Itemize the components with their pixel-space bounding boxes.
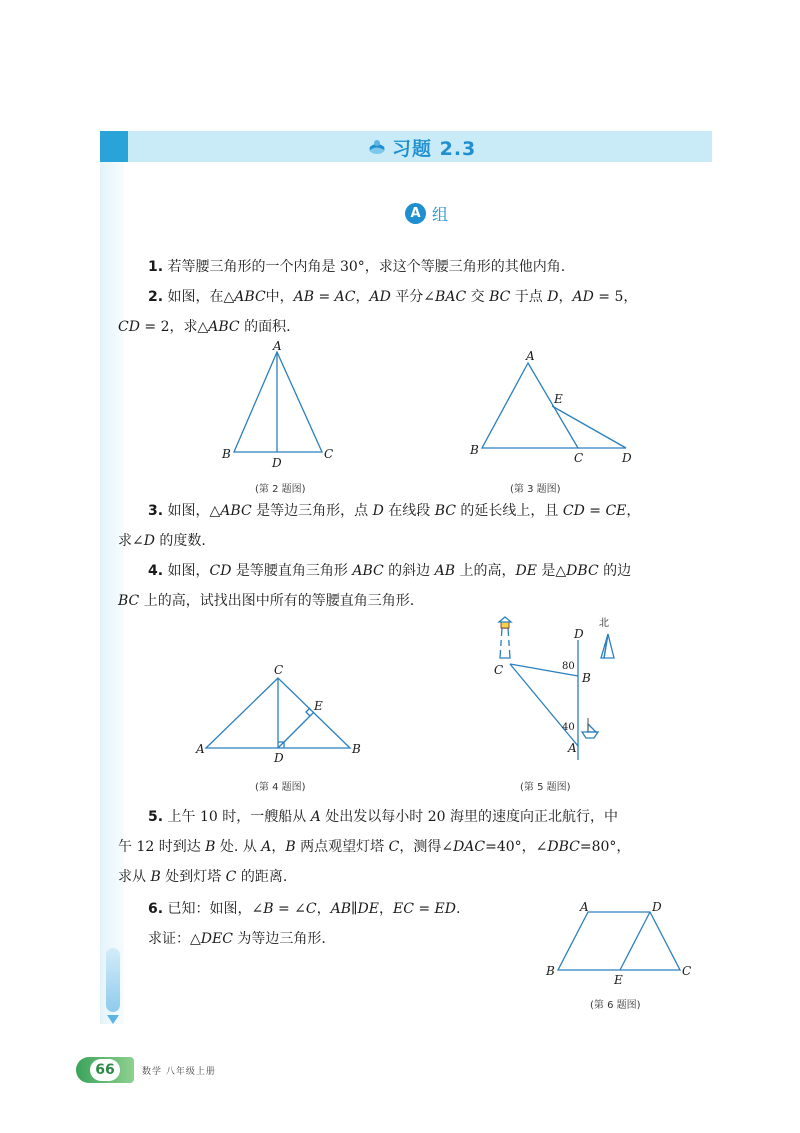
text: 在线段 — [383, 503, 435, 519]
label-c: C — [324, 447, 334, 461]
label-d: D — [274, 751, 284, 765]
label-e: E — [554, 392, 563, 406]
math: BC — [489, 289, 511, 305]
text: ， — [378, 901, 393, 917]
problem-6-line-2 — [148, 924, 528, 954]
math: D — [547, 289, 559, 305]
text: 为等边三角形. — [232, 931, 326, 947]
problem-number: 3. — [148, 503, 164, 519]
label-c: C — [682, 964, 692, 978]
math: C — [388, 839, 400, 855]
label-a: A — [196, 742, 205, 756]
math: BC — [434, 503, 456, 519]
math: C — [225, 869, 237, 885]
problem-number: 2. — [148, 289, 164, 305]
math: DBC — [566, 563, 599, 579]
text: 的延长线上，且 — [455, 503, 563, 519]
text: =40°，∠ — [485, 839, 548, 855]
math: A — [261, 839, 272, 855]
label-b: B — [470, 443, 479, 457]
label-d: D — [574, 627, 584, 641]
page-number: 66 — [90, 1059, 120, 1081]
math: DE — [357, 901, 379, 917]
label-c: C — [574, 451, 584, 465]
math: B — [150, 869, 161, 885]
lighthouse-icon — [499, 617, 511, 658]
label-d: D — [652, 900, 662, 914]
text: 的距离. — [236, 869, 288, 885]
problem-3-line-1 — [148, 496, 718, 526]
problem-1 — [148, 252, 718, 282]
math: A — [310, 809, 321, 825]
label-c: C — [494, 663, 504, 677]
exercise-title-text: 习题 2.3 — [392, 137, 477, 160]
math: AB = AC — [293, 289, 356, 305]
text: 求∠ — [118, 533, 144, 549]
problem-2-line-1 — [148, 282, 718, 312]
math: D — [143, 533, 155, 549]
text: 如图， — [167, 563, 210, 579]
text: = 5， — [593, 289, 638, 305]
group-badge: A — [405, 203, 426, 224]
text: 的边 — [598, 563, 632, 579]
math: D — [372, 503, 384, 519]
header-accent-block — [100, 131, 128, 162]
label-b: B — [222, 447, 231, 461]
label-e: E — [314, 699, 323, 713]
text: = — [584, 503, 606, 519]
math: ABC — [220, 503, 252, 519]
math: DEC — [200, 931, 233, 947]
figure-4-caption: (第 4 题图) — [255, 782, 306, 793]
problem-2-line-2 — [118, 312, 688, 342]
margin-arrow-icon — [107, 1015, 119, 1024]
text: 上午 10 时，一艘船从 — [167, 809, 311, 825]
math: AD — [572, 289, 594, 305]
figure-2-caption: (第 2 题图) — [255, 484, 306, 495]
text: 求证：△ — [148, 931, 201, 947]
label-c: C — [274, 663, 284, 677]
label-d: D — [272, 456, 282, 470]
math: CD — [209, 563, 232, 579]
right-angle-mark-e — [306, 708, 310, 716]
text: 是等腰直角三角形 — [231, 563, 353, 579]
text: ， — [316, 901, 331, 917]
problem-3-line-2 — [118, 526, 688, 556]
label-e: E — [614, 973, 623, 987]
segment-ca — [510, 664, 578, 746]
text: 求从 — [118, 869, 151, 885]
math: BAC — [435, 289, 467, 305]
text: = 2，求△ — [139, 319, 209, 335]
text: ，测得∠ — [399, 839, 454, 855]
triangle-abc — [234, 352, 322, 452]
problem-4-line-1 — [148, 556, 718, 586]
text: 的度数. — [154, 533, 206, 549]
problem-4-line-2 — [118, 586, 688, 616]
math: CD — [562, 503, 585, 519]
text: . — [456, 901, 461, 917]
problem-number: 6. — [148, 901, 164, 917]
text: 的斜边 — [383, 563, 435, 579]
text: 的面积. — [239, 319, 291, 335]
math: BC — [118, 593, 140, 609]
text: = ∠ — [273, 901, 306, 917]
math: B — [205, 839, 216, 855]
math: DE — [515, 563, 537, 579]
text: =80°， — [579, 839, 631, 855]
text: 交 — [466, 289, 490, 305]
problem-number: 1. — [148, 259, 164, 275]
north-label: 北 — [599, 618, 609, 629]
figure-2 — [220, 339, 340, 470]
text: ∥ — [351, 901, 358, 917]
problem-5-line-1 — [148, 802, 718, 832]
text: 平分∠ — [390, 289, 436, 305]
text: 是等边三角形，点 — [251, 503, 373, 519]
segment-ed — [552, 406, 626, 448]
text: = — [413, 901, 435, 917]
math: AB — [434, 563, 456, 579]
book-title: 数学 八年级上册 — [142, 1067, 216, 1077]
text: 午 12 时到达 — [118, 839, 206, 855]
figure-5 — [488, 614, 628, 764]
math: AD — [369, 289, 391, 305]
math: DBC — [547, 839, 580, 855]
ship-icon — [582, 718, 598, 738]
problem-6-line-1 — [148, 894, 528, 924]
group-label — [405, 202, 448, 225]
label-d: D — [622, 451, 632, 465]
text: 上的高，试找出图中所有的等腰直角三角形. — [139, 593, 415, 609]
label-a: A — [273, 339, 282, 353]
text: 两点观望灯塔 — [295, 839, 389, 855]
figure-3-caption: (第 3 题图) — [510, 484, 561, 495]
text: ， — [558, 289, 573, 305]
math: C — [305, 901, 317, 917]
label-b: B — [546, 964, 555, 978]
math: ABC — [208, 319, 240, 335]
margin-scroll-pill — [106, 948, 120, 1012]
book-icon — [368, 138, 386, 156]
math: CD — [118, 319, 140, 335]
figure-6-caption: (第 6 题图) — [590, 1000, 641, 1011]
trapezoid-abcd — [558, 912, 680, 970]
text: 如图，△ — [167, 503, 221, 519]
figure-4 — [196, 660, 366, 770]
segment-de — [620, 912, 650, 970]
label-b: B — [352, 742, 361, 756]
text: 处. 从 — [215, 839, 262, 855]
math: ABC — [352, 563, 384, 579]
text: 已知：如图，∠ — [167, 901, 264, 917]
label-a: A — [580, 900, 589, 914]
text: ， — [271, 839, 286, 855]
group-label-text: 组 — [432, 205, 449, 224]
math: △ABC — [223, 289, 266, 305]
problem-number: 5. — [148, 809, 164, 825]
figure-6 — [544, 898, 704, 988]
text: 如图，在 — [167, 289, 224, 305]
label-a: A — [568, 741, 577, 755]
math: B — [285, 839, 296, 855]
angle-label-b: 80 — [562, 661, 575, 672]
text: ， — [355, 289, 370, 305]
exercise-title — [368, 134, 476, 160]
label-b: B — [582, 671, 591, 685]
problem-5-line-2 — [118, 832, 688, 862]
text: 于点 — [510, 289, 548, 305]
text: 处出发以每小时 20 海里的速度向正北航行，中 — [320, 809, 618, 825]
text: 中， — [265, 289, 294, 305]
problem-5-line-3 — [118, 862, 688, 892]
label-a: A — [526, 349, 535, 363]
figure-3 — [468, 348, 638, 463]
math: B — [263, 901, 274, 917]
math: ED — [434, 901, 456, 917]
text: 上的高， — [455, 563, 516, 579]
north-arrow-icon — [601, 634, 614, 658]
math: DAC — [453, 839, 486, 855]
text: 是△ — [536, 563, 567, 579]
math: CE — [605, 503, 627, 519]
math: EC — [392, 901, 414, 917]
text: 处到灯塔 — [160, 869, 226, 885]
angle-label-a: 40 — [562, 722, 575, 733]
text: ， — [626, 503, 641, 519]
figure-5-caption: (第 5 题图) — [520, 782, 571, 793]
math: AB — [330, 901, 352, 917]
problem-text: 若等腰三角形的一个内角是 30°，求这个等腰三角形的其他内角. — [167, 259, 566, 275]
problem-number: 4. — [148, 563, 164, 579]
triangle-abc — [482, 363, 578, 448]
